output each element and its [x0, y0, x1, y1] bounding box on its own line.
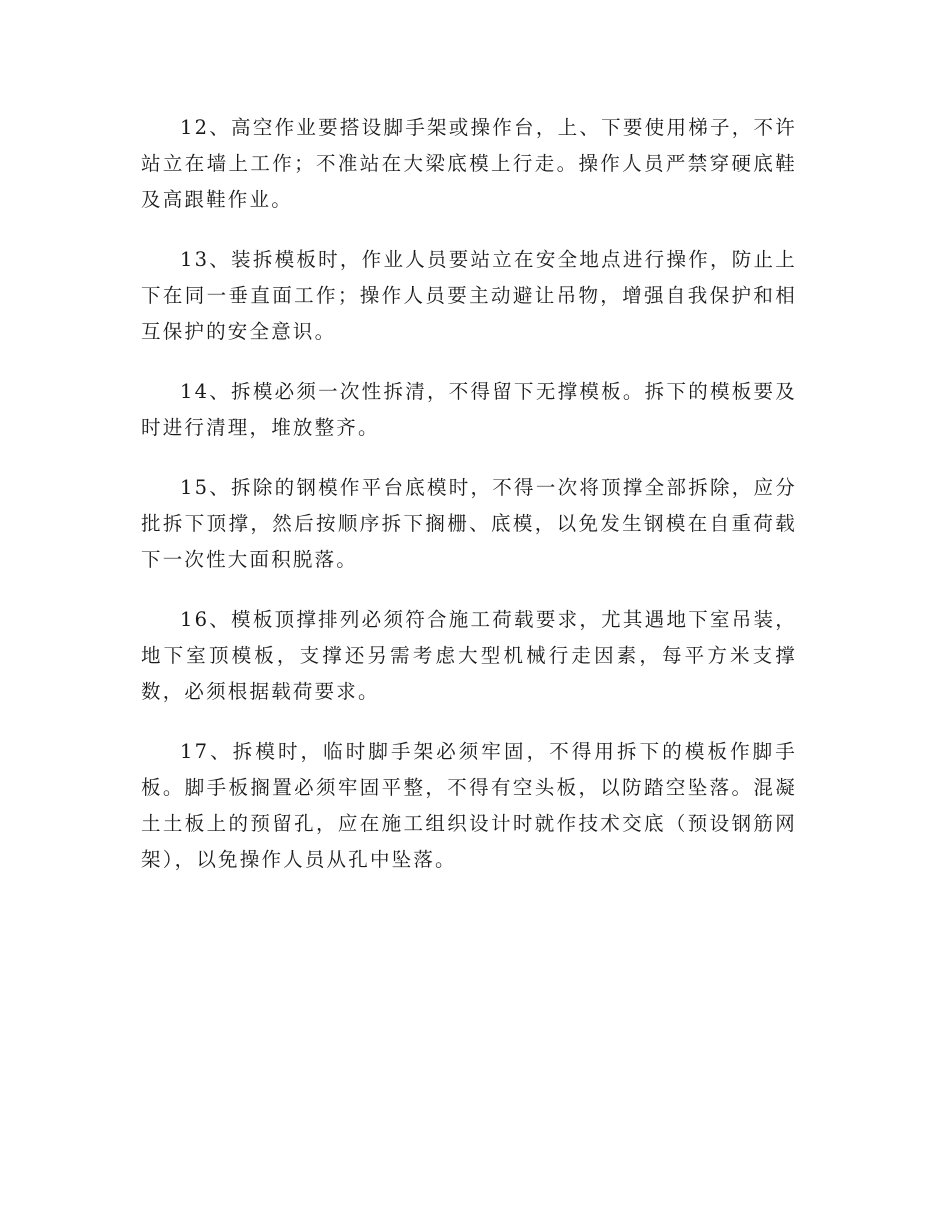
- paragraph-17: 17、拆模时，临时脚手架必须牢固，不得用拆下的模板作脚手板。脚手板搁置必须牢固平整，不得有空头板，以防踏空坠落。混凝土土板上的预留孔，应在施工组织设计时就作技术交底（预设钢筋网架），以免操作人员从孔中坠落。: [141, 740, 797, 871]
- paragraph-15: 15、拆除的钢模作平台底模时，不得一次将顶撑全部拆除，应分批拆下顶撑，然后按顺序拆下搁栅、底模，以免发生钢模在自重荷载下一次性大面积脱落。: [141, 476, 797, 571]
- paragraph-14: 14、拆模必须一次性拆清，不得留下无撑模板。拆下的模板要及时进行清理，堆放整齐。: [141, 380, 797, 439]
- paragraph-13: 13、装拆模板时，作业人员要站立在安全地点进行操作，防止上下在同一垂直面工作；操作人员要主动避让吊物，增强自我保护和相互保护的安全意识。: [141, 248, 797, 343]
- paragraph-12: 12、高空作业要搭设脚手架或操作台，上、下要使用梯子，不许站立在墙上工作；不准站在大梁底模上行走。操作人员严禁穿硬底鞋及高跟鞋作业。: [141, 116, 797, 211]
- paragraph-16: 16、模板顶撑排列必须符合施工荷载要求，尤其遇地下室吊装，地下室顶模板，支撑还另需考虑大型机械行走因素，每平方米支撑数，必须根据载荷要求。: [141, 608, 797, 703]
- document-body: [141, 110, 797, 902]
